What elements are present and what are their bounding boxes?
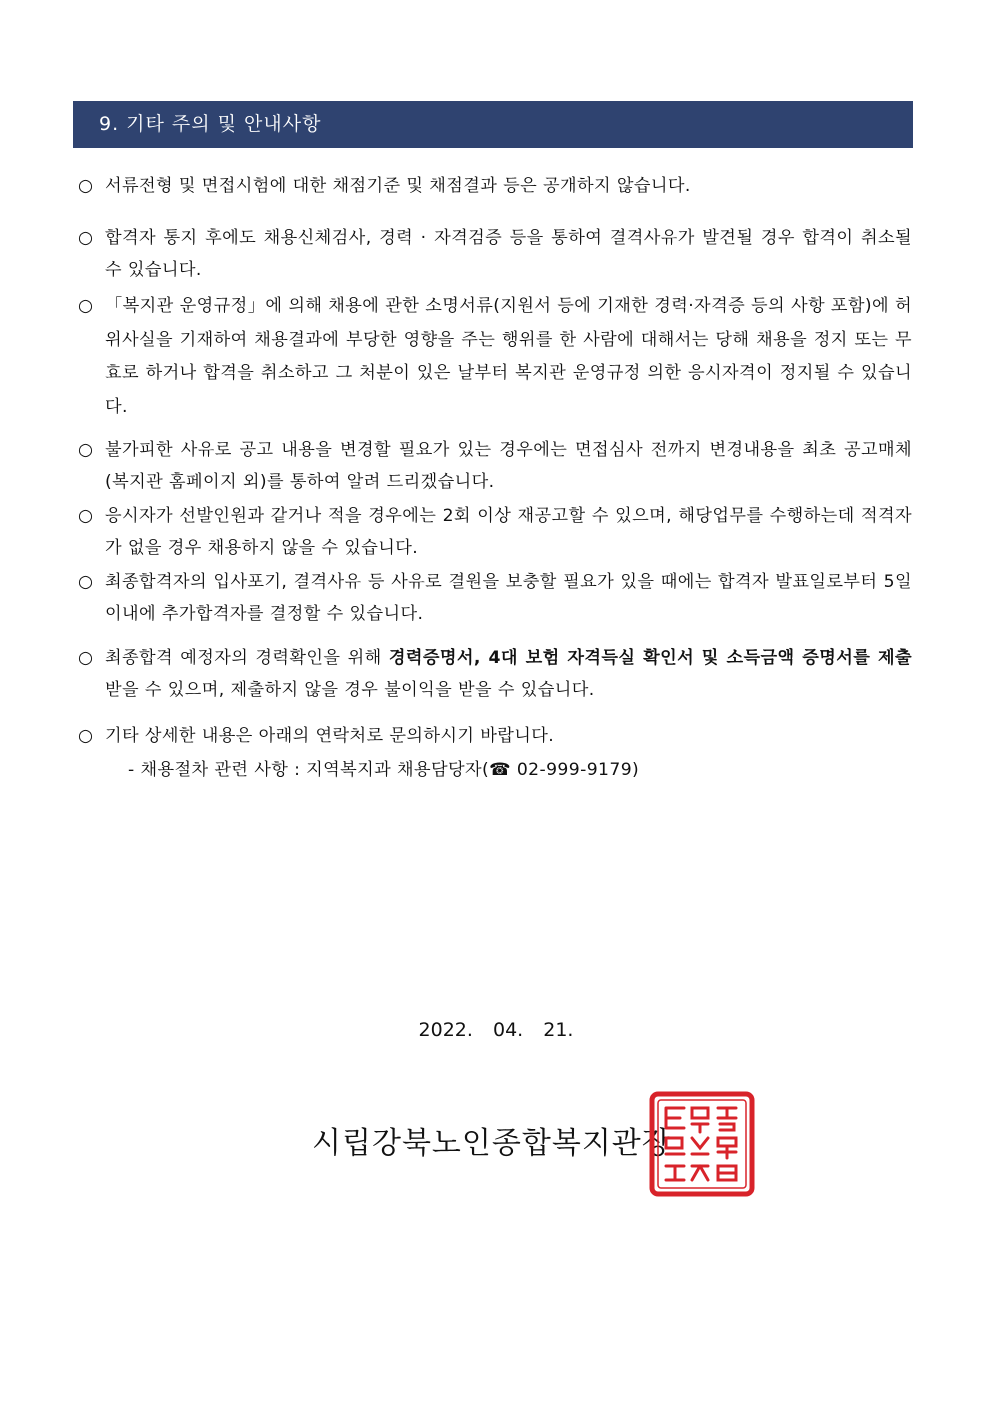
contact-prefix: - 채용절차 관련 사항 : 지역복지과 채용담당자( bbox=[128, 760, 490, 780]
notice-text-bold: 경력증명서, 4대 보험 자격득실 확인서 및 소득금액 증명서를 제출 bbox=[388, 648, 912, 668]
notice-list bbox=[78, 170, 912, 752]
notice-text: 불가피한 사유로 공고 내용을 변경할 필요가 있는 경우에는 면접심사 전까지 변경내용을 최초 공고매체(복지관 홈페이지 외)를 통하여 알려 드리겠습니다. bbox=[105, 440, 912, 492]
section-title: 9. 기타 주의 및 안내사항 bbox=[99, 113, 322, 135]
notice-item bbox=[78, 720, 912, 752]
bullet-circle-icon: ○ bbox=[78, 440, 94, 460]
bullet-circle-icon: ○ bbox=[78, 506, 94, 526]
section-header bbox=[73, 101, 913, 148]
notice-text: 「복지관 운영규정」에 의해 채용에 관한 소명서류(지원서 등에 기재한 경력·자격증 등의 사항 포함)에 허위사실을 기재하여 채용결과에 부당한 영향을 주는 행위를 한 사람에 대해서는 당해 채용을 정지 또는 무효로 하거나 합격을 취소하고 그 처분이 있은 날부터 복지관 운영규정 의한 응시자격이 정지될 수 있습니다. bbox=[105, 296, 912, 417]
notice-text: 서류전형 및 면접시험에 대한 채점기준 및 채점결과 등은 공개하지 않습니다. bbox=[105, 176, 691, 196]
notice-text-before: 최종합격 예정자의 경력확인을 위해 bbox=[105, 648, 389, 668]
notice-item bbox=[78, 566, 912, 630]
contact-line bbox=[128, 755, 639, 780]
document-date: 2022. 04. 21. bbox=[418, 1019, 574, 1041]
notice-item bbox=[78, 222, 912, 286]
organization-name: 시립강북노인종합복지관장 bbox=[312, 1126, 672, 1161]
notice-item bbox=[78, 500, 912, 564]
contact-phone: 02-999-9179) bbox=[510, 760, 640, 780]
official-seal-icon bbox=[648, 1090, 756, 1198]
phone-icon: ☎ bbox=[489, 760, 511, 780]
bullet-circle-icon: ○ bbox=[78, 228, 94, 248]
notice-item bbox=[78, 290, 912, 424]
bullet-circle-icon: ○ bbox=[78, 176, 94, 196]
notice-text: 합격자 통지 후에도 채용신체검사, 경력 · 자격검증 등을 통하여 결격사유가 발견될 경우 합격이 취소될 수 있습니다. bbox=[105, 228, 912, 280]
bullet-circle-icon: ○ bbox=[78, 572, 94, 592]
notice-text: 기타 상세한 내용은 아래의 연락처로 문의하시기 바랍니다. bbox=[105, 726, 555, 746]
bullet-circle-icon: ○ bbox=[78, 726, 94, 746]
bullet-circle-icon: ○ bbox=[78, 648, 94, 668]
notice-item bbox=[78, 170, 912, 202]
notice-item bbox=[78, 642, 912, 706]
notice-item bbox=[78, 434, 912, 498]
notice-text-after: 받을 수 있으며, 제출하지 않을 경우 불이익을 받을 수 있습니다. bbox=[105, 680, 595, 700]
bullet-circle-icon: ○ bbox=[78, 296, 94, 316]
notice-text: 응시자가 선발인원과 같거나 적을 경우에는 2회 이상 재공고할 수 있으며, 해당업무를 수행하는데 적격자가 없을 경우 채용하지 않을 수 있습니다. bbox=[105, 506, 912, 558]
notice-text: 최종합격자의 입사포기, 결격사유 등 사유로 결원을 보충할 필요가 있을 때에는 합격자 발표일로부터 5일 이내에 추가합격자를 결정할 수 있습니다. bbox=[105, 572, 912, 624]
